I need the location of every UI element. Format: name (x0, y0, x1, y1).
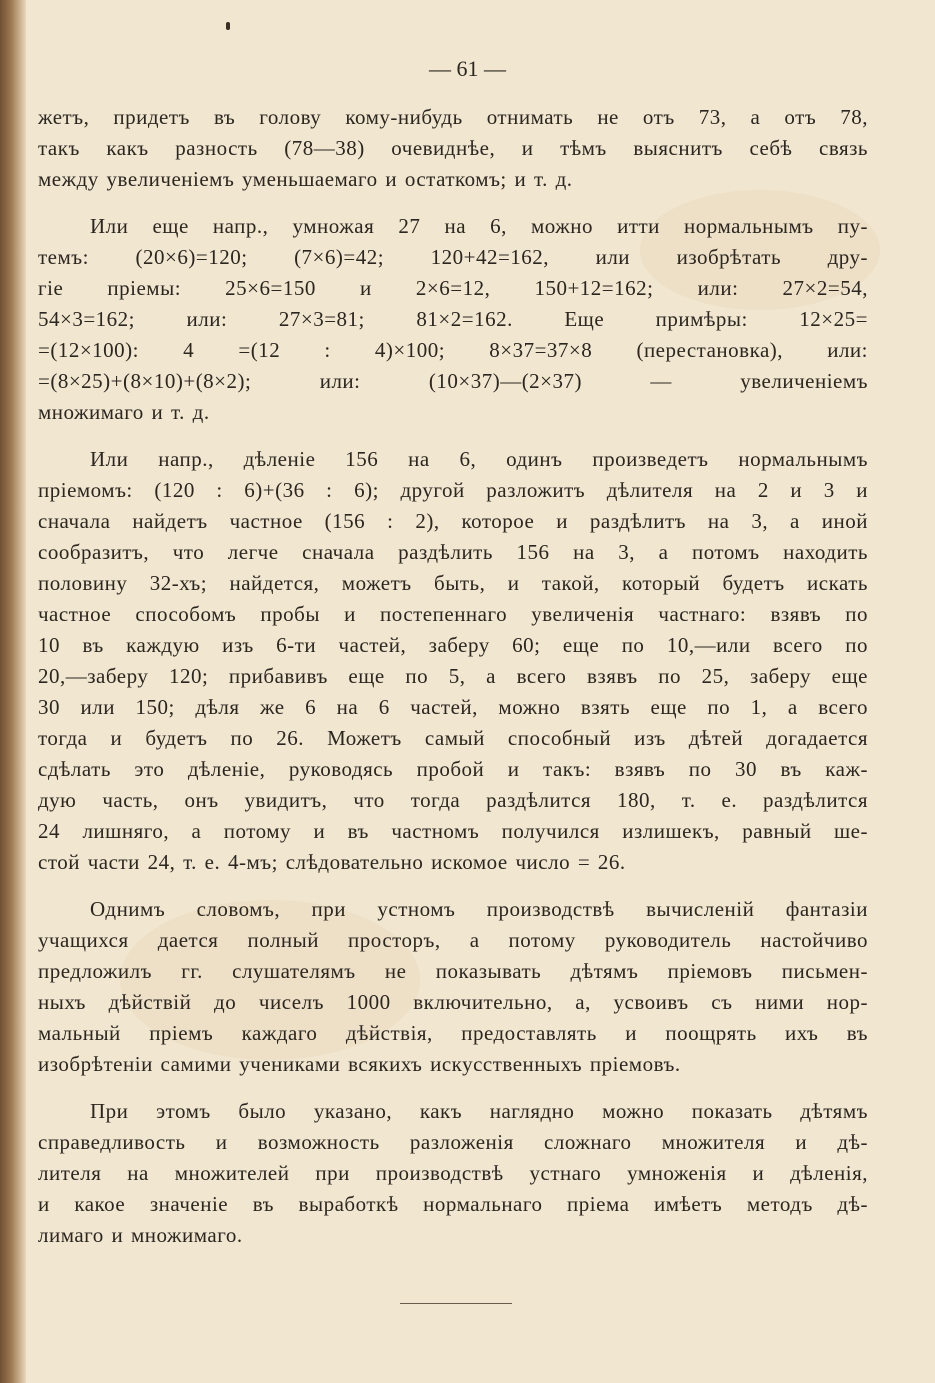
text-line: между увеличеніемъ уменьшаемаго и остаткомъ; и т. д. (38, 167, 573, 191)
text-line: сначала найдетъ частное (156 : 2), которое и раздѣлитъ на 3, а иной (38, 509, 868, 533)
text-line: изобрѣтеніи самими учениками всякихъ искусственныхъ пріемовъ. (38, 1052, 681, 1076)
text-line: дую часть, онъ увидитъ, что тогда раздѣлится 180, т. е. раздѣлится (38, 788, 868, 812)
text-line: Или напр., дѣленіе 156 на 6, одинъ произведетъ нормальнымъ (90, 447, 868, 471)
page-body (38, 102, 868, 1267)
page-binding-edge (0, 0, 26, 1383)
text-line: учащихся дается полный просторъ, а потому руководитель настойчиво (38, 928, 868, 952)
text-line: справедливость и возможность разложенія сложнаго множителя и дѣ- (38, 1130, 868, 1154)
text-line: темъ: (20×6)=120; (7×6)=42; 120+42=162, или изобрѣтать дру- (38, 245, 868, 269)
paragraph (38, 444, 868, 878)
text-line: ныхъ дѣйствій до чиселъ 1000 включительно, а, усвоивъ съ ними нор- (38, 990, 868, 1014)
end-rule (400, 1303, 512, 1304)
text-line: пріемомъ: (120 : 6)+(36 : 6); другой разложитъ дѣлителя на 2 и 3 и (38, 478, 868, 502)
paragraph (38, 1096, 868, 1251)
text-line: =(12×100): 4 =(12 : 4)×100; 8×37=37×8 (перестановка), или: (38, 338, 868, 362)
text-line: лителя на множителей при производствѣ устнаго умноженія и дѣленія, (38, 1161, 868, 1185)
text-line: При этомъ было указано, какъ наглядно можно показать дѣтямъ (90, 1099, 868, 1123)
text-line: Однимъ словомъ, при устномъ производствѣ вычисленій фантазіи (90, 897, 868, 921)
text-line: 30 или 150; дѣля же 6 на 6 частей, можно взять еще по 1, а всего (38, 695, 868, 719)
text-line: и какое значеніе въ выработкѣ нормальнаго пріема имѣетъ методъ дѣ- (38, 1192, 868, 1216)
text-line: тогда и будетъ по 26. Можетъ самый способный изъ дѣтей догадается (38, 726, 868, 750)
text-line: 10 въ каждую изъ 6-ти частей, заберу 60; еще по 10,—или всего по (38, 633, 868, 657)
text-line: множимаго и т. д. (38, 400, 210, 424)
text-line: 24 лишняго, а потому и въ частномъ получился излишекъ, равный ше- (38, 819, 868, 843)
text-line: =(8×25)+(8×10)+(8×2); или: (10×37)—(2×37) — увеличеніемъ (38, 369, 868, 393)
ink-mark (226, 22, 230, 30)
text-line: половину 32-хъ; найдется, можетъ быть, и такой, который будетъ искать (38, 571, 868, 595)
page-number: — 61 — (429, 56, 506, 81)
text-line: гіе пріемы: 25×6=150 и 2×6=12, 150+12=162; или: 27×2=54, (38, 276, 868, 300)
paragraph (38, 894, 868, 1080)
text-line: стой части 24, т. е. 4-мъ; слѣдовательно искомое число = 26. (38, 850, 626, 874)
text-line: сообразитъ, что легче сначала раздѣлить 156 на 3, а потомъ находить (38, 540, 868, 564)
text-line: предложилъ гг. слушателямъ не показывать дѣтямъ пріемовъ письмен- (38, 959, 868, 983)
text-line: жетъ, придетъ въ голову кому-нибудь отнимать не отъ 73, а отъ 78, (38, 105, 868, 129)
text-line: 20,—заберу 120; прибавивъ еще по 5, а всего взявъ по 25, заберу еще (38, 664, 868, 688)
paragraph (38, 102, 868, 195)
text-line: лимаго и множимаго. (38, 1223, 243, 1247)
text-line: 54×3=162; или: 27×3=81; 81×2=162. Еще примѣры: 12×25= (38, 307, 868, 331)
text-line: сдѣлать это дѣленіе, руководясь пробой и такъ: взявъ по 30 въ каж- (38, 757, 868, 781)
text-line: такъ какъ разность (78—38) очевиднѣе, и тѣмъ выяснитъ себѣ связь (38, 136, 868, 160)
paragraph (38, 211, 868, 428)
text-line: Или еще напр., умножая 27 на 6, можно итти нормальнымъ пу- (90, 214, 868, 238)
text-line: частное способомъ пробы и постепеннаго увеличенія частнаго: взявъ по (38, 602, 868, 626)
text-line: мальный пріемъ каждаго дѣйствія, предоставлять и поощрять ихъ въ (38, 1021, 868, 1045)
